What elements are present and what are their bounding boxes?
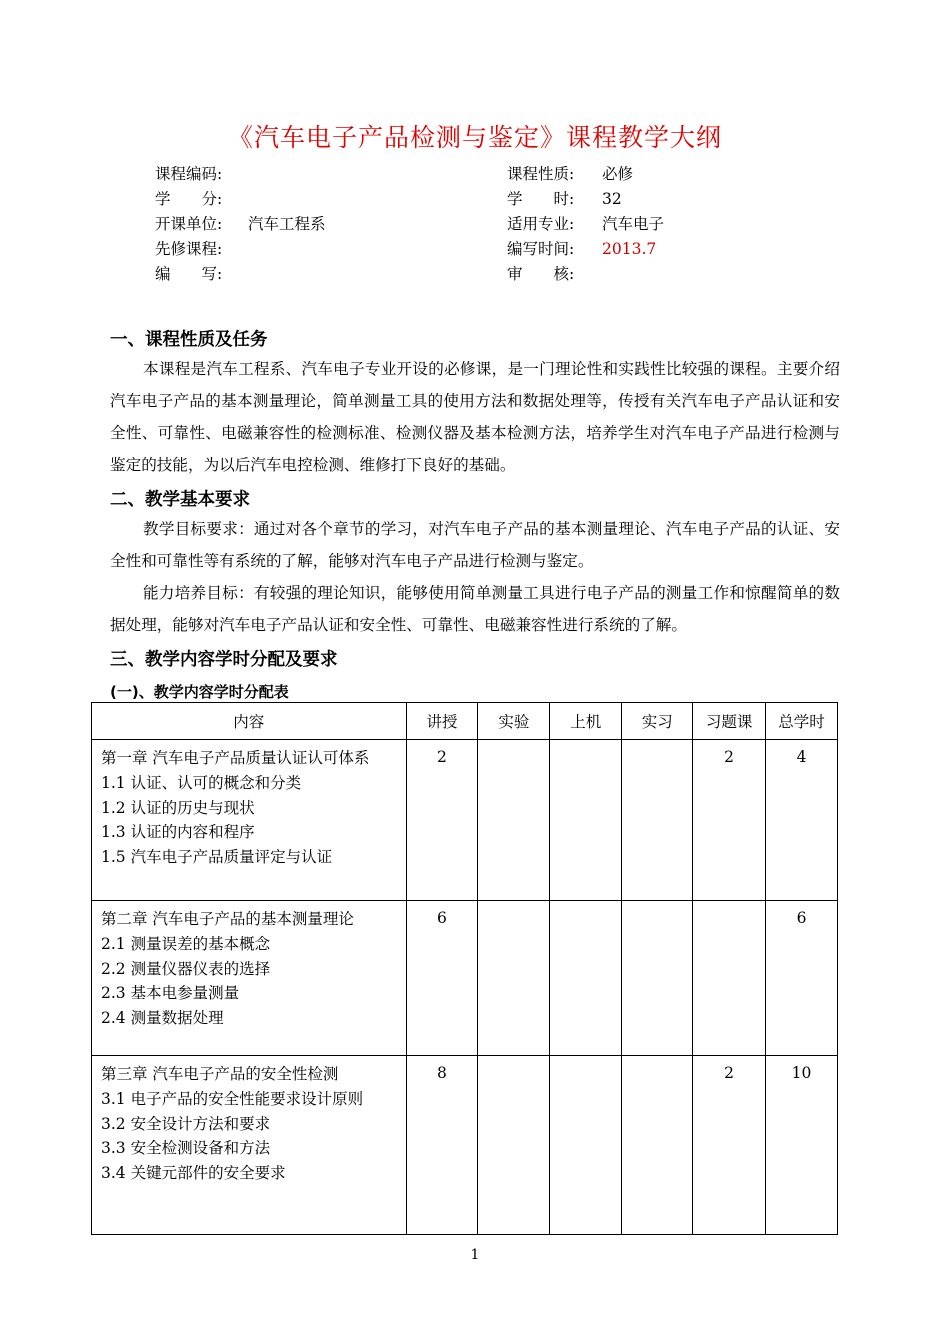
meta-value: 2013.7	[602, 240, 657, 258]
chapter-item: 3.1 电子产品的安全性能要求设计原则	[101, 1089, 364, 1108]
exercise-hours	[693, 901, 766, 1056]
content-cell	[92, 1056, 407, 1235]
section-2-paragraph-goal: 教学目标要求：通过对各个章节的学习，对汽车电子产品的基本测量理论、汽车电子产品的认证、安全性和可靠性等有系统的了解，能够对汽车电子产品进行检测与鉴定。	[110, 520, 840, 570]
chapter-item: 2.1 测量误差的基本概念	[101, 934, 271, 953]
practice-hours	[622, 740, 693, 901]
total-hours: 4	[766, 740, 838, 901]
meta-label: 课程性质:	[507, 165, 575, 183]
table-header-cell: 上机	[550, 703, 622, 740]
chapter-item: 2.3 基本电参量测量	[101, 984, 240, 1003]
practice-hours	[622, 1056, 693, 1235]
computer-hours	[550, 740, 622, 901]
chapter-item: 2.4 测量数据处理	[101, 1009, 224, 1028]
hours-table	[91, 702, 838, 1235]
practice-hours	[622, 901, 693, 1056]
table-header-cell: 讲授	[406, 703, 478, 740]
lab-hours	[478, 901, 550, 1056]
table-header-cell: 实习	[622, 703, 693, 740]
section-1-heading: 一、课程性质及任务	[110, 330, 268, 350]
total-hours: 6	[766, 901, 838, 1056]
chapter-item: 3.3 安全检测设备和方法	[101, 1139, 271, 1158]
chapter-item: 3.2 安全设计方法和要求	[101, 1114, 271, 1133]
computer-hours	[550, 901, 622, 1056]
section-1-paragraph: 本课程是汽车工程系、汽车电子专业开设的必修课，是一门理论性和实践性比较强的课程。主要介绍汽车电子产品的基本测量理论，简单测量工具的使用方法和数据处理等，传授有关汽车电子产品认证和安全性、可靠性、电磁兼容性的检测标准、检测仪器及基本检测方法，培养学生对汽车电子产品进行检测与鉴定的技能，为以后汽车电控检测、维修打下良好的基础。	[110, 360, 840, 474]
table-row	[92, 901, 838, 1056]
meta-label: 开课单位:	[155, 215, 223, 233]
table-header-cell: 实验	[478, 703, 550, 740]
chapter-item: 3.4 关键元部件的安全要求	[101, 1164, 286, 1183]
total-hours: 10	[766, 1056, 838, 1235]
lab-hours	[478, 740, 550, 901]
chapter-item: 1.1 认证、认可的概念和分类	[101, 773, 302, 792]
chapter-item: 2.2 测量仪器仪表的选择	[101, 959, 271, 978]
meta-label: 课程编码:	[155, 165, 223, 183]
table-header-row	[92, 703, 838, 740]
lecture-hours: 8	[406, 1056, 478, 1235]
content-cell	[92, 901, 407, 1056]
lecture-hours: 6	[406, 901, 478, 1056]
table-header-cell: 内容	[92, 703, 407, 740]
section-3-heading: 三、教学内容学时分配及要求	[110, 650, 338, 670]
chapter-title: 第二章 汽车电子产品的基本测量理论	[101, 910, 354, 928]
chapter-item: 1.5 汽车电子产品质量评定与认证	[101, 848, 333, 867]
meta-label: 审 核:	[507, 265, 575, 283]
table-header-cell: 习题课	[693, 703, 766, 740]
meta-label: 编 写:	[155, 265, 223, 283]
chapter-title: 第一章 汽车电子产品质量认证认可体系	[101, 749, 370, 767]
chapter-title: 第三章 汽车电子产品的安全性检测	[101, 1065, 339, 1083]
section-2-heading: 二、教学基本要求	[110, 490, 250, 510]
table-row	[92, 740, 838, 901]
meta-value: 32	[602, 190, 622, 208]
meta-label: 先修课程:	[155, 240, 223, 258]
table-header-cell: 总学时	[766, 703, 838, 740]
meta-value: 汽车电子	[602, 215, 665, 233]
exercise-hours: 2	[693, 1056, 766, 1235]
chapter-item: 1.3 认证的内容和程序	[101, 823, 255, 842]
section-2-paragraph-ability: 能力培养目标：有较强的理论知识，能够使用简单测量工具进行电子产品的测量工作和惊醒简单的数据处理，能够对汽车电子产品认证和安全性、可靠性、电磁兼容性进行系统的了解。	[110, 584, 840, 634]
section-3-subheading: (一)、教学内容学时分配表	[110, 683, 289, 701]
meta-label: 学 分:	[155, 190, 223, 208]
exercise-hours: 2	[693, 740, 766, 901]
document-title: 《汽车电子产品检测与鉴定》课程教学大纲	[227, 123, 722, 152]
page-number: 1	[470, 1247, 480, 1263]
meta-label: 学 时:	[507, 190, 575, 208]
computer-hours	[550, 1056, 622, 1235]
meta-label: 编写时间:	[507, 240, 575, 258]
meta-value: 汽车工程系	[248, 215, 326, 233]
chapter-item: 1.2 认证的历史与现状	[101, 798, 255, 817]
content-cell	[92, 740, 407, 901]
lab-hours	[478, 1056, 550, 1235]
table-row	[92, 1056, 838, 1235]
lecture-hours: 2	[406, 740, 478, 901]
meta-label: 适用专业:	[507, 215, 575, 233]
meta-value: 必修	[602, 165, 634, 183]
